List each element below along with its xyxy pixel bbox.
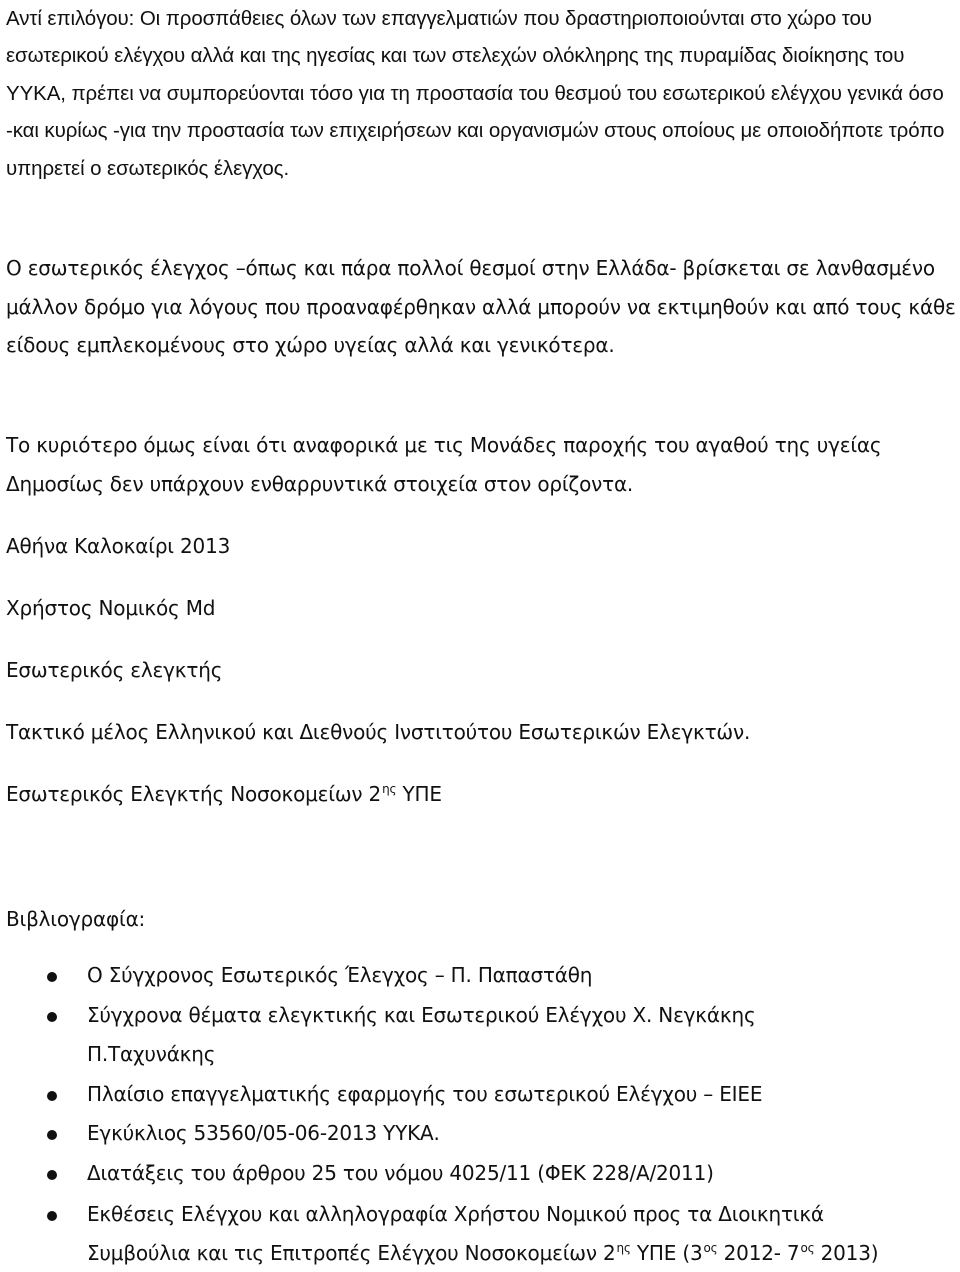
signature-position-superscript: ης — [382, 782, 397, 796]
bullet-icon — [47, 1130, 57, 1140]
bibliography-item-text — [87, 1195, 907, 1272]
bullet-icon — [47, 1012, 57, 1022]
bullet-icon — [47, 972, 57, 982]
bibliography-superscript: ης — [616, 1240, 631, 1255]
bibliography-heading: Βιβλιογραφία: — [6, 907, 146, 931]
signature-name: Χρήστος Νομικός Md — [6, 596, 216, 620]
bibliography-item-text-a: Εκθέσεις Ελέγχου και αλληλογραφία Χρήστου Νομικού προς τα Διοικητικά Συμβούλια και τις Επιτροπές Ελέγχου Νοσοκομείων 2 — [87, 1202, 824, 1265]
bullet-icon — [47, 1170, 57, 1180]
bibliography-item-text: Ο Σύγχρονος Εσωτερικός Έλεγχος – Π. Παπαστάθη — [87, 963, 593, 987]
bibliography-item-text-d: 2013) — [814, 1240, 879, 1265]
signature-position — [6, 780, 442, 808]
intro-paragraph: Αντί επιλόγου: Οι προσπάθειες όλων των επαγγελματιών που δραστηριοποιούνται στο χώρο του εσωτερικού ελέγχου αλλά και της ηγεσίας και των στελεχών ολόκληρης της πυραμίδας διοίκησης του ΥΥΚΑ, πρέπει να συμπορεύονται τόσο για τη προστασία του θεσμού του εσωτερικού ελέγχου γενικά όσο -και κυρίως -για την προστασία των επιχειρήσεων και οργανισμών στους οποίους με οποιοδήποτε τρόπο υπηρετεί ο εσωτερικός έλεγχος. — [6, 7, 945, 180]
bibliography-item-text: Σύγχρονα θέματα ελεγκτικής και Εσωτερικού Ελέγχου Χ. Νεγκάκης Π.Ταχυνάκης — [87, 1003, 756, 1066]
bullet-icon — [47, 1091, 57, 1101]
signature-position-suffix: ΥΠΕ — [396, 782, 442, 806]
bibliography-item-text: Διατάξεις του άρθρου 25 του νόμου 4025/11 (ΦΕΚ 228/Α/2011) — [87, 1161, 714, 1185]
bibliography-superscript: ος — [800, 1240, 815, 1255]
bibliography-item-text: Πλαίσιο επαγγελματικής εφαρμογής του εσωτερικού Ελέγχου – ΕΙΕΕ — [87, 1082, 763, 1106]
bibliography-superscript: ος — [703, 1240, 718, 1255]
signature-position-text: Εσωτερικός Ελεγκτής Νοσοκομείων 2 — [6, 782, 382, 806]
bullet-icon — [47, 1211, 57, 1221]
signature-membership: Τακτικό μέλος Ελληνικού και Διεθνούς Ινστιτούτου Εσωτερικών Ελεγκτών. — [6, 720, 751, 744]
paragraph-health-units: Το κυριότερο όμως είναι ότι αναφορικά με τις Μονάδες παροχής του αγαθού της υγείας Δημοσίως δεν υπάρχουν ενθαρρυντικά στοιχεία στον ορίζοντα. — [6, 433, 882, 496]
signature-place-date: Αθήνα Καλοκαίρι 2013 — [6, 534, 231, 558]
signature-role: Εσωτερικός ελεγκτής — [6, 658, 223, 682]
paragraph-internal-audit: Ο εσωτερικός έλεγχος –όπως και πάρα πολλοί θεσμοί στην Ελλάδα- βρίσκεται σε λανθασμένο μάλλον δρόμο για λόγους που προαναφέρθηκαν αλλά μπορούν να εκτιμηθούν και από τους κάθε είδους εμπλεκομένους στο χώρο υγείας αλλά και γενικότερα. — [6, 256, 956, 357]
bibliography-item-text-b: ΥΠΕ (3 — [630, 1240, 703, 1265]
bibliography-item-text-c: 2012- 7 — [717, 1240, 800, 1265]
bibliography-item-text: Εγκύκλιος 53560/05-06-2013 ΥΥΚΑ. — [87, 1121, 440, 1145]
